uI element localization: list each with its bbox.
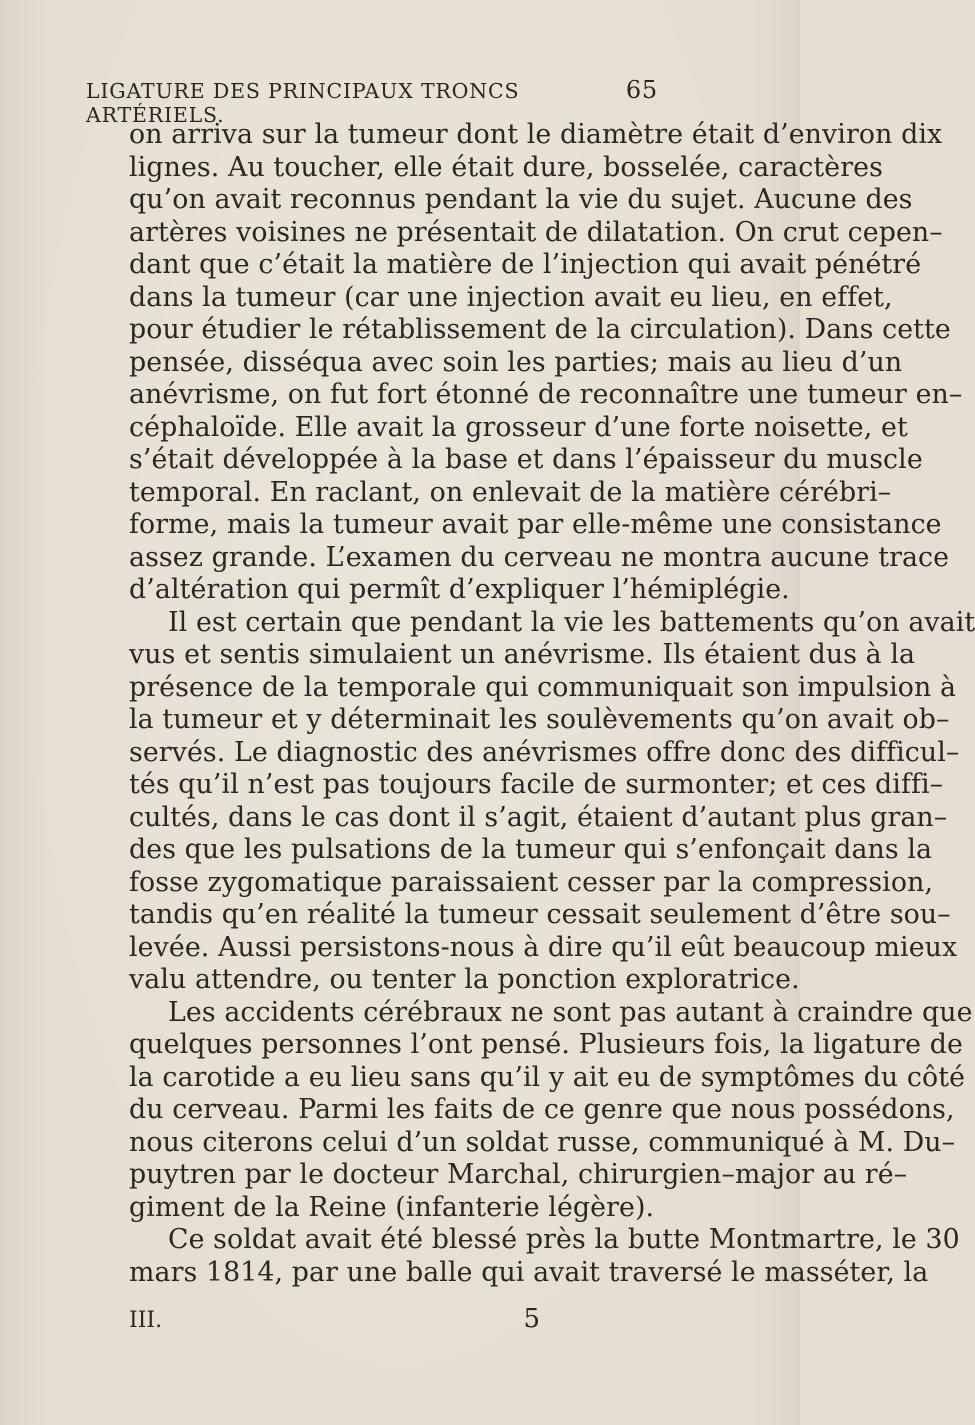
text-line: nous citerons celui d’un soldat russe, communiqué à M. Du–	[129, 1126, 956, 1158]
page-number: 65	[625, 76, 658, 104]
text-line: temporal. En raclant, on enlevait de la matière cérébri–	[129, 476, 892, 508]
running-title: LIGATURE DES PRINCIPAUX TRONCS ARTÉRIELS.	[86, 79, 520, 127]
text-line: vus et sentis simulaient un anévrisme. Ils étaient dus à la	[129, 639, 916, 670]
signature-line	[129, 1304, 658, 1334]
text-line: puytren par le docteur Marchal, chirurgien–major au ré–	[129, 1159, 908, 1190]
text-line: céphaloïde. Elle avait la grosseur d’une forte noisette, et	[129, 411, 908, 443]
text-line: giment de la Reine (infanterie légère).	[129, 1191, 655, 1223]
text-line: assez grande. L’examen du cerveau ne montra aucune trace	[129, 541, 950, 573]
text-line: fosse zygomatique paraissaient cesser par la compression,	[129, 866, 934, 898]
text-line: dant que c’était la matière de l’injection qui avait pénétré	[129, 249, 922, 280]
text-line: valu attendre, ou tenter la ponction exploratrice.	[129, 964, 800, 995]
text-line: pensée, disséqua avec soin les parties; mais au lieu d’un	[129, 346, 903, 378]
text-line: forme, mais la tumeur avait par elle-même une consistance	[129, 509, 942, 540]
text-line: pour étudier le rétablissement de la circulation). Dans cette	[129, 314, 951, 345]
text-line: des que les pulsations de la tumeur qui s’enfonçait dans la	[129, 834, 933, 865]
text-line: tés qu’il n’est pas toujours facile de surmonter; et ces diffi–	[129, 769, 944, 800]
text-line: cultés, dans le cas dont il s’agit, étaient d’autant plus gran–	[129, 801, 948, 833]
text-line: la tumeur et y déterminait les soulèvements qu’on avait ob–	[129, 704, 950, 735]
text-line: mars 1814, par une balle qui avait traversé le masséter, la	[129, 1256, 929, 1288]
text-line: d’altération qui permît d’expliquer l’hémiplégie.	[129, 574, 790, 605]
text-line: qu’on avait reconnus pendant la vie du sujet. Aucune des	[129, 184, 913, 215]
text-line: anévrisme, on fut fort étonné de reconnaître une tumeur en–	[129, 379, 963, 410]
text-line: lignes. Au toucher, elle était dure, bosselée, caractères	[129, 151, 883, 183]
text-line: artères voisines ne présentait de dilatation. On crut cepen–	[129, 216, 943, 248]
signature-mark: III.	[129, 1308, 163, 1333]
text-line: du cerveau. Parmi les faits de ce genre que nous possédons,	[129, 1094, 955, 1125]
text-line: on arriva sur la tumeur dont le diamètre était d’environ dix	[129, 119, 943, 150]
text-line: la carotide a eu lieu sans qu’il y ait eu de symptômes du côté	[129, 1061, 966, 1093]
text-line: Ce soldat avait été blessé près la butte Montmartre, le 30	[168, 1224, 960, 1255]
text-line: tandis qu’en réalité la tumeur cessait seulement d’être sou–	[129, 899, 951, 930]
text-line: Il est certain que pendant la vie les battements qu’on avait	[168, 606, 975, 638]
text-line: dans la tumeur (car une injection avait eu lieu, en effet,	[129, 281, 893, 313]
signature-number: 5	[523, 1304, 540, 1334]
text-line: servés. Le diagnostic des anévrismes offre donc des difficul–	[129, 736, 960, 768]
text-line: s’était développée à la base et dans l’épaisseur du muscle	[129, 444, 923, 475]
text-line: Les accidents cérébraux ne sont pas autant à craindre que	[168, 996, 973, 1028]
text-line: quelques personnes l’ont pensé. Plusieurs fois, la ligature de	[129, 1029, 963, 1060]
text-line: levée. Aussi persistons-nous à dire qu’il eût beaucoup mieux	[129, 931, 958, 963]
text-line: présence de la temporale qui communiquait son impulsion à	[129, 671, 957, 703]
